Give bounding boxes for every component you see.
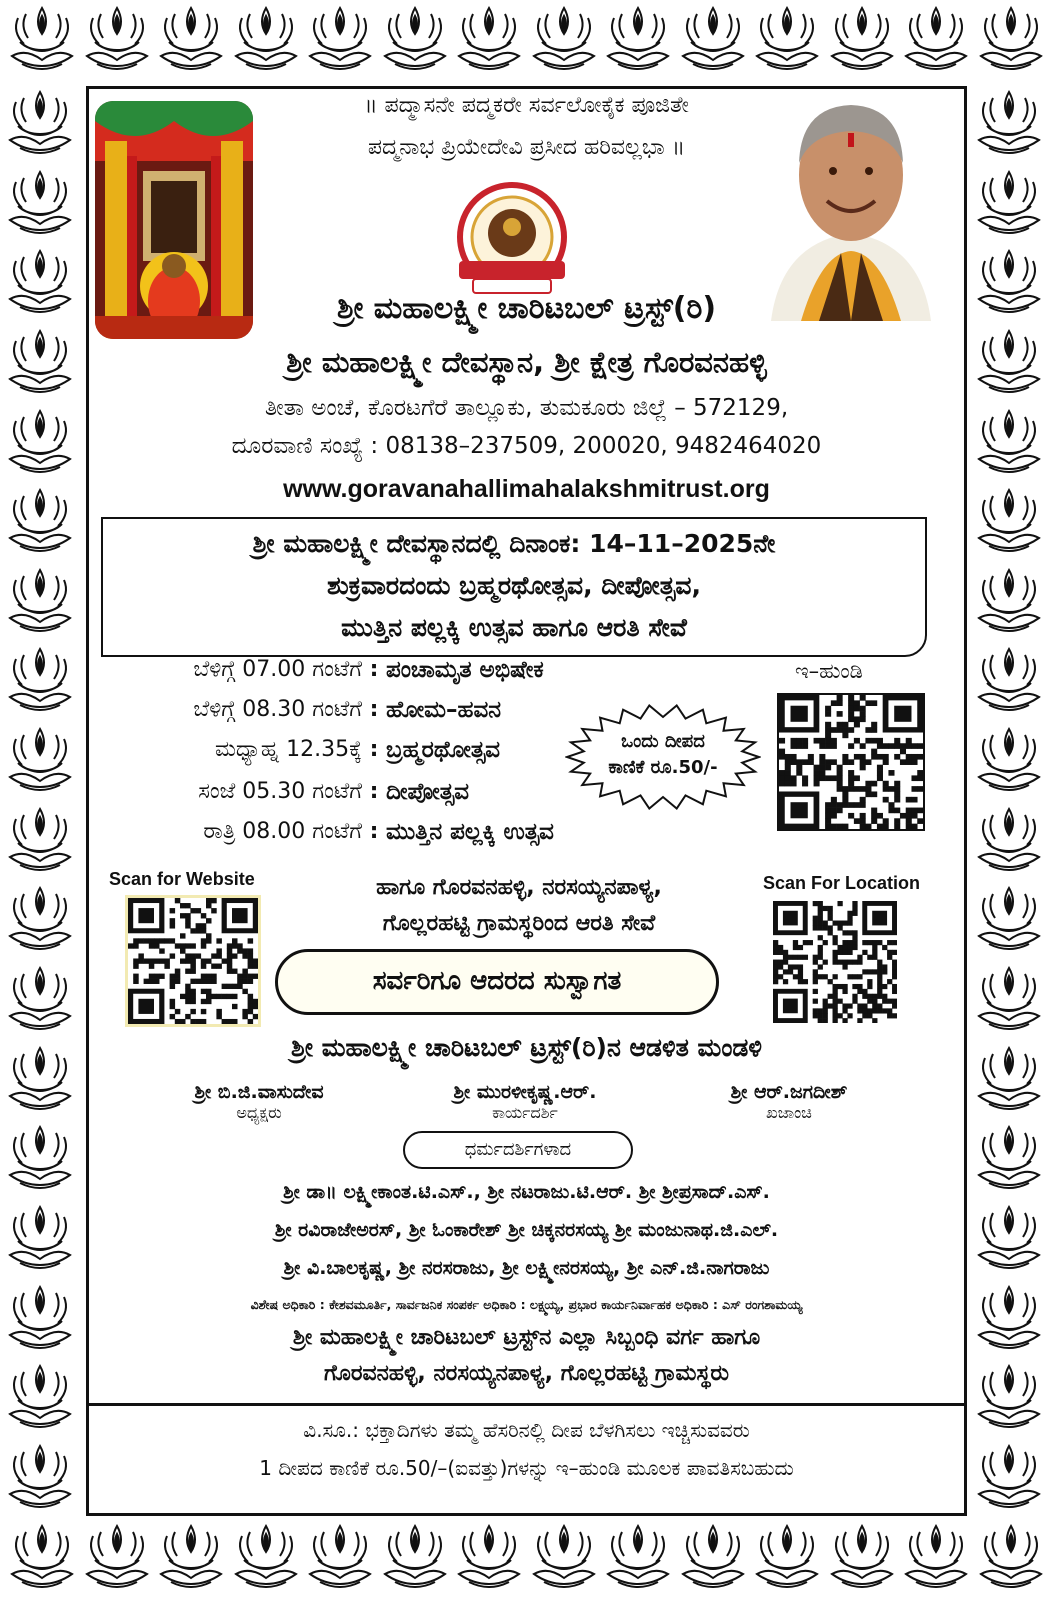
schedule-event: ಬ್ರಹ್ಮರಥೋತ್ಸವ	[386, 737, 501, 763]
diya-lamp-icon	[155, 4, 227, 76]
diya-lamp-icon	[826, 1522, 898, 1594]
diya-lamp-icon	[751, 4, 823, 76]
trust-seal-icon	[445, 181, 579, 301]
website-link[interactable]: www.goravanahallimahalakshmitrust.org	[283, 475, 770, 503]
schedule-separator: :	[369, 737, 379, 762]
diya-lamp-icon	[4, 1123, 76, 1195]
trustees-line-2: ಶ್ರೀ ರವಿರಾಜೇಅರಸ್, ಶ್ರೀ ಓಂಕಾರೇಶ್ ಶ್ರೀ ಚಿಕ್ಕನರಸಯ್ಯ ಶ್ರೀ ಮಂಜುನಾಥ.ಜಿ.ಎಲ್.	[274, 1219, 779, 1241]
diya-lamp-icon	[4, 884, 76, 956]
diya-lamp-icon	[4, 645, 76, 717]
diya-lamp-icon	[973, 327, 1045, 399]
border-bottom	[0, 1518, 1053, 1600]
festival-announcement	[101, 517, 927, 657]
diya-lamp-icon	[230, 4, 302, 76]
diya-lamp-icon	[975, 1522, 1047, 1594]
border-right	[969, 84, 1053, 1518]
diya-lamp-icon	[975, 4, 1047, 76]
diya-lamp-icon	[973, 884, 1045, 956]
scan-location-label: Scan For Location	[763, 873, 921, 893]
schedule-row	[107, 657, 667, 683]
diya-lamp-icon	[973, 168, 1045, 240]
diya-lamp-icon	[4, 725, 76, 797]
board-title: ಶ್ರೀ ಮಹಾಲಕ್ಷ್ಮೀ ಚಾರಿಟಬಲ್ ಟ್ರಸ್ಟ್(ರಿ)ನ ಆಡಳಿತ ಮಂಡಳಿ	[291, 1033, 762, 1062]
lamp-offer-badge	[565, 703, 761, 811]
diya-lamp-icon	[379, 4, 451, 76]
diya-lamp-icon	[4, 805, 76, 877]
schedule-separator: :	[369, 657, 379, 682]
diya-lamp-icon	[81, 4, 153, 76]
aarati-line-1: ಹಾಗೂ ಗೊರವನಹಳ್ಳಿ, ನರಸಯ್ಯನಪಾಳ್ಯ,	[376, 875, 662, 900]
officials-line: ವಿಶೇಷ ಅಧಿಕಾರಿ : ಕೇಶವಮೂರ್ತಿ, ಸಾರ್ವಜನಿಕ ಸಂಪರ್ಕ ಅಧಿಕಾರಿ : ಲಕ್ಷ್ಮಯ್ಯ, ಪ್ರಭಾರ ಕಾರ್ಯನಿರ್ವಾಹಕ ಅಧಿಕಾರಿ : ಎಸ್ ರಂಗಶಾಮಯ್ಯ	[250, 1297, 803, 1312]
diya-lamp-icon	[4, 566, 76, 638]
diya-lamp-icon	[973, 1283, 1045, 1355]
staff-line-2: ಗೊರವನಹಳ್ಳಿ, ನರಸಯ್ಯನಪಾಳ್ಯ, ಗೊಲ್ಲರಹಟ್ಟಿ ಗ್ರಾಮಸ್ಥರು	[324, 1361, 729, 1386]
schedule-row	[107, 819, 667, 845]
website-qr-code-icon[interactable]	[125, 895, 261, 1027]
schedule-time: ರಾತ್ರಿ 08.00 ಗಂಟೆಗೆ	[203, 819, 362, 844]
diya-lamp-icon	[379, 1522, 451, 1594]
diya-lamp-icon	[677, 4, 749, 76]
welcome-text: ಸರ್ವರಿಗೂ ಆದರದ ಸುಸ್ವಾಗತ	[372, 966, 622, 996]
footer-note	[89, 1403, 964, 1513]
diya-lamp-icon	[453, 4, 525, 76]
trustees-line-1: ಶ್ರೀ ಡಾ॥ ಲಕ್ಷ್ಮೀಕಾಂತ.ಟಿ.ಎಸ್., ಶ್ರೀ ನಟರಾಜು.ಟಿ.ಆರ್. ಶ್ರೀ ಶ್ರೀಪ್ರಸಾದ್.ಎಸ್.	[283, 1181, 770, 1203]
diya-lamp-icon	[973, 247, 1045, 319]
lamp-offer-line-1: ಒಂದು ದೀಪದ	[621, 731, 705, 752]
announcement-line-3: ಮುತ್ತಿನ ಪಲ್ಲಕ್ಕಿ ಉತ್ಸವ ಹಾಗೂ ಆರತಿ ಸೇವೆ	[341, 613, 687, 642]
schedule-event: ಮುತ್ತಿನ ಪಲ್ಲಕ್ಕಿ ಉತ್ಸವ	[386, 819, 554, 845]
diya-lamp-icon	[6, 1522, 78, 1594]
diya-lamp-icon	[973, 1203, 1045, 1275]
schedule-event: ಪಂಚಾಮೃತ ಅಭಿಷೇಕ	[386, 657, 544, 683]
officer-name: ಶ್ರೀ ಆರ್.ಜಗದೀಶ್	[730, 1081, 848, 1103]
diya-lamp-icon	[4, 327, 76, 399]
diya-lamp-icon	[900, 1522, 972, 1594]
schedule-time: ಬೆಳಿಗ್ಗೆ 08.30 ಗಂಟೆಗೆ	[193, 697, 362, 722]
temple-name: ಶ್ರೀ ಮಹಾಲಕ್ಷ್ಮೀ ದೇವಸ್ಥಾನ, ಶ್ರೀ ಕ್ಷೇತ್ರ ಗೊರವನಹಳ್ಳಿ	[286, 345, 767, 379]
diya-lamp-icon	[304, 4, 376, 76]
diya-lamp-icon	[973, 1442, 1045, 1514]
officer-secretary	[395, 1081, 655, 1123]
diya-lamp-icon	[6, 4, 78, 76]
diya-lamp-icon	[973, 1362, 1045, 1434]
schedule-separator: :	[369, 779, 379, 804]
diya-lamp-icon	[4, 168, 76, 240]
phone-numbers: ದೂರವಾಣಿ ಸಂಖ್ಯೆ : 08138–237509, 200020, 9482464020	[231, 433, 822, 459]
border-top	[0, 0, 1053, 84]
trustees-line-3: ಶ್ರೀ ವಿ.ಬಾಲಕೃಷ್ಣ, ಶ್ರೀ ನರಸರಾಜು, ಶ್ರೀ ಲಕ್ಷ್ಮೀನರಸಯ್ಯ, ಶ್ರೀ ಎನ್.ಜಿ.ನಾಗರಾಜು	[283, 1257, 770, 1279]
note-line-1: ವಿ.ಸೂ.: ಭಕ್ತಾದಿಗಳು ತಮ್ಮ ಹೆಸರಿನಲ್ಲಿ ದೀಪ ಬೆಳಗಿಸಲು ಇಚ್ಚಿಸುವವರು	[303, 1418, 750, 1442]
announcement-line-2: ಶುಕ್ರವಾರದಂದು ಬ್ರಹ್ಮರಥೋತ್ಸವ, ದೀಪೋತ್ಸವ,	[327, 571, 701, 600]
officer-role: ಖಜಾಂಚಿ	[766, 1103, 812, 1122]
diya-lamp-icon	[4, 247, 76, 319]
diya-lamp-icon	[973, 805, 1045, 877]
diya-lamp-icon	[155, 1522, 227, 1594]
location-qr-code-icon[interactable]	[773, 901, 897, 1023]
main-frame	[86, 86, 967, 1516]
diya-lamp-icon	[4, 407, 76, 479]
diya-lamp-icon	[4, 1362, 76, 1434]
staff-line-1: ಶ್ರೀ ಮಹಾಲಕ್ಷ್ಮೀ ಚಾರಿಟಬಲ್ ಟ್ರಸ್ಟ್‌ನ ಎಲ್ಲಾ ಸಿಬ್ಬಂಧಿ ವರ್ಗ ಹಾಗೂ	[292, 1325, 761, 1350]
diya-lamp-icon	[528, 4, 600, 76]
ehundi-qr-code-icon[interactable]	[777, 693, 925, 831]
officer-name: ಶ್ರೀ ಬಿ.ಜಿ.ವಾಸುದೇವ	[194, 1081, 324, 1103]
diya-lamp-icon	[81, 1522, 153, 1594]
diya-lamp-icon	[4, 1283, 76, 1355]
diya-lamp-icon	[900, 4, 972, 76]
shloka-line-2: ಪದ್ಮನಾಭ ಪ್ರಿಯೇದೇವಿ ಪ್ರಸೀದ ಹರಿವಲ್ಲಭಾ ॥	[367, 135, 686, 160]
diya-lamp-icon	[973, 486, 1045, 558]
diya-lamp-icon	[602, 4, 674, 76]
address: ತೀತಾ ಅಂಚೆ, ಕೊರಟಗೆರೆ ತಾಲ್ಲೂಕು, ತುಮಕೂರು ಜಿಲ್ಲೆ – 572129,	[264, 395, 789, 421]
schedule-event: ಹೋಮ–ಹವನ	[386, 697, 502, 723]
ehundi-label: ಇ–ಹುಂಡಿ	[795, 659, 863, 683]
trustees-label-badge	[403, 1131, 633, 1169]
diya-lamp-icon	[751, 1522, 823, 1594]
diya-lamp-icon	[973, 88, 1045, 160]
diya-lamp-icon	[4, 1442, 76, 1514]
diya-lamp-icon	[973, 725, 1045, 797]
note-line-2: 1 ದೀಪದ ಕಾಣಿಕೆ ರೂ.50/–(ಐವತ್ತು)ಗಳನ್ನು ಇ–ಹುಂಡಿ ಮೂಲಕ ಪಾವತಿಸಬಹುದು	[259, 1456, 794, 1480]
schedule-separator: :	[369, 819, 379, 844]
diya-lamp-icon	[973, 1123, 1045, 1195]
diya-lamp-icon	[4, 964, 76, 1036]
diya-lamp-icon	[973, 407, 1045, 479]
lamp-offer-line-2: ಕಾಣಿಕೆ ರೂ.50/-	[608, 757, 718, 778]
diya-lamp-icon	[453, 1522, 525, 1594]
aarati-line-2: ಗೊಲ್ಲರಹಟ್ಟಿ ಗ್ರಾಮಸ್ಥರಿಂದ ಆರತಿ ಸೇವೆ	[382, 911, 656, 936]
founder-photo	[761, 93, 941, 321]
schedule-separator: :	[369, 697, 379, 722]
schedule-time: ಮಧ್ಯಾಹ್ನ 12.35ಕ್ಕೆ	[215, 737, 362, 762]
diya-lamp-icon	[973, 1044, 1045, 1116]
officer-president	[149, 1081, 369, 1123]
officer-role: ಕಾರ್ಯದರ್ಶಿ	[492, 1103, 558, 1122]
diya-lamp-icon	[677, 1522, 749, 1594]
scan-website-label: Scan for Website	[109, 869, 255, 889]
officer-name: ಶ್ರೀ ಮುರಳೀಕೃಷ್ಣ.ಆರ್.	[453, 1081, 597, 1103]
diya-lamp-icon	[304, 1522, 376, 1594]
welcome-banner	[275, 949, 719, 1015]
officer-treasurer	[679, 1081, 899, 1123]
diya-lamp-icon	[973, 566, 1045, 638]
diya-lamp-icon	[4, 486, 76, 558]
diya-lamp-icon	[973, 964, 1045, 1036]
diya-lamp-icon	[602, 1522, 674, 1594]
diya-lamp-icon	[4, 1203, 76, 1275]
diya-lamp-icon	[230, 1522, 302, 1594]
trust-name: ಶ್ರೀ ಮಹಾಲಕ್ಷ್ಮೀ ಚಾರಿಟಬಲ್ ಟ್ರಸ್ಟ್(ರಿ)	[336, 291, 717, 326]
diya-lamp-icon	[4, 1044, 76, 1116]
announcement-line-1: ಶ್ರೀ ಮಹಾಲಕ್ಷ್ಮೀ ದೇವಸ್ಥಾನದಲ್ಲಿ ದಿನಾಂಕ: 14–11–2025ನೇ	[252, 529, 776, 558]
shloka-line-1: ॥ ಪದ್ಮಾಸನೇ ಪದ್ಮಕರೇ ಸರ್ವಲೋಕೈಕ ಪೂಜಿತೇ	[364, 93, 689, 118]
officer-role: ಅಧ್ಯಕ್ಷರು	[236, 1103, 282, 1122]
diya-lamp-icon	[826, 4, 898, 76]
schedule-time: ಸಂಜೆ 05.30 ಗಂಟೆಗೆ	[198, 779, 362, 804]
diya-lamp-icon	[4, 88, 76, 160]
schedule-event: ದೀಪೋತ್ಸವ	[386, 779, 469, 805]
diya-lamp-icon	[973, 645, 1045, 717]
trustees-label: ಧರ್ಮದರ್ಶಿಗಳಾದ	[464, 1139, 572, 1160]
schedule-time: ಬೆಳಿಗ್ಗೆ 07.00 ಗಂಟೆಗೆ	[193, 657, 362, 682]
diya-lamp-icon	[528, 1522, 600, 1594]
border-left	[0, 84, 84, 1518]
